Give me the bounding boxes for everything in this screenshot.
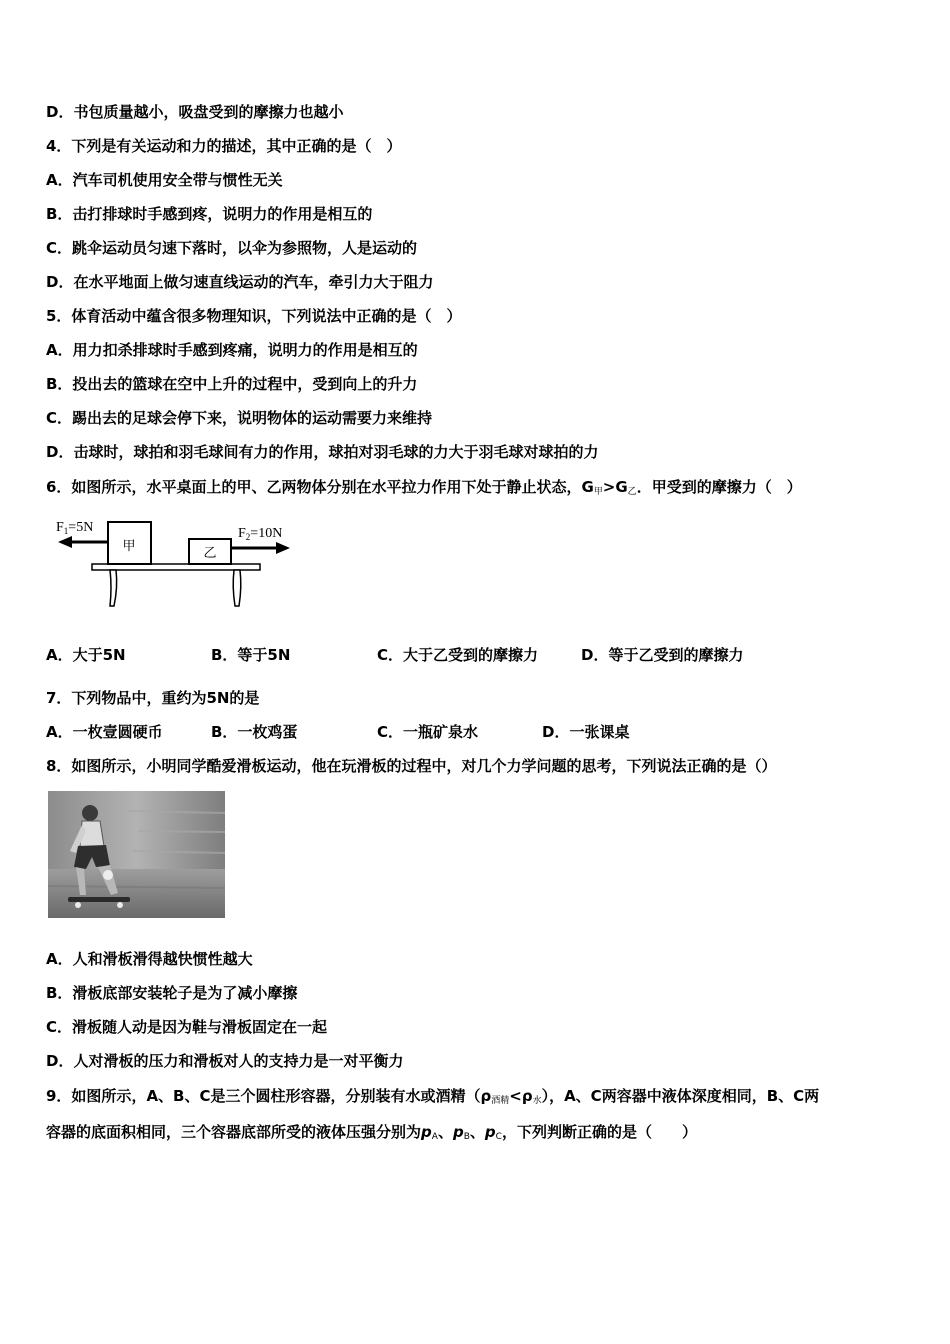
q9-sep1: 、 (437, 1123, 453, 1141)
q8-option-c: C．滑板随人动是因为鞋与滑板固定在一起 (46, 1018, 328, 1036)
q9-sep2: 、 (469, 1123, 485, 1141)
table-leg-right (233, 570, 241, 606)
q3-option-d: D．书包质量越小，吸盘受到的摩擦力也越小 (46, 103, 344, 121)
q9-l1-mid: <ρ (509, 1087, 533, 1105)
q6-option-a: A．大于5N (46, 646, 126, 664)
skateboarder-photo (48, 791, 225, 918)
q9-sub-water: 水 (532, 1096, 542, 1106)
skateboarder-illustration (48, 791, 225, 918)
block-jia-label: 甲 (122, 539, 136, 554)
q9-pc: p (484, 1123, 496, 1141)
skater-head (82, 805, 98, 821)
q9-l1-pre: 9．如图所示，A、B、C是三个圆柱形容器，分别装有水或酒精（ρ (46, 1087, 492, 1105)
f1-letter: F (56, 520, 64, 535)
q4-option-d: D．在水平地面上做匀速直线运动的汽车，牵引力大于阻力 (46, 273, 434, 291)
q6-stem-pre: 6．如图所示，水平桌面上的甲、乙两物体分别在水平拉力作用下处于静止状态，G (46, 478, 594, 496)
q7-option-b: B．一枚鸡蛋 (211, 723, 298, 741)
f2-arrow-head (276, 542, 290, 554)
q9-pa: p (421, 1123, 432, 1141)
q6-option-d: D．等于乙受到的摩擦力 (581, 646, 744, 664)
q8-option-a: A．人和滑板滑得越快惯性越大 (46, 950, 253, 968)
q5-stem: 5．体育活动中蕴含很多物理知识，下列说法中正确的是（ ） (46, 307, 462, 325)
f2-letter: F (238, 526, 246, 541)
f1-value: =5N (68, 520, 94, 535)
q7-option-a: A．一枚壹圆硬币 (46, 723, 163, 741)
f2-label (238, 526, 282, 542)
block-yi-label: 乙 (203, 546, 217, 561)
q4-option-a: A．汽车司机使用安全带与惯性无关 (46, 171, 283, 189)
q6-stem (46, 477, 802, 502)
q9-pa-sub: A (431, 1132, 438, 1142)
skateboard-wheel-front (75, 902, 81, 908)
skater-knee-pad (103, 870, 113, 880)
q7-stem: 7．下列物品中，重约为5N的是 (46, 689, 260, 707)
table-leg-left (110, 570, 117, 606)
q5-option-a: A．用力扣杀排球时手感到疼痛，说明力的作用是相互的 (46, 341, 418, 359)
skateboard-wheel-back (117, 902, 123, 908)
q9-line-2 (46, 1122, 697, 1147)
q7-option-c: C．一瓶矿泉水 (377, 723, 479, 741)
q9-sub-alcohol: 酒精 (491, 1096, 510, 1106)
f1-arrow-head (58, 536, 72, 548)
q6-option-c: C．大于乙受到的摩擦力 (377, 646, 539, 664)
q9-pc-sub: C (495, 1132, 502, 1142)
q9-pb: p (452, 1123, 464, 1141)
q6-option-b: B．等于5N (211, 646, 291, 664)
q6-stem-post: ．甲受到的摩擦力（ ） (636, 478, 802, 496)
q7-option-d: D．一张课桌 (542, 723, 630, 741)
q4-option-b: B．击打排球时手感到疼，说明力的作用是相互的 (46, 205, 373, 223)
q9-l2-pre: 容器的底面积相同，三个容器底部所受的液体压强分别为 (46, 1123, 422, 1141)
f2-value: =10N (250, 526, 283, 541)
q8-option-b: B．滑板底部安装轮子是为了减小摩擦 (46, 984, 298, 1002)
q8-stem: 8．如图所示，小明同学酷爱滑板运动，他在玩滑板的过程中，对几个力学问题的思考，下列说法正确的是（） (46, 757, 777, 775)
q9-l1-post: ），A、C两容器中液体深度相同，B、C两 (541, 1087, 820, 1105)
q6-stem-mid: >G (602, 478, 628, 496)
q9-l2-post: ，下列判断正确的是（ ） (501, 1123, 697, 1141)
skateboard-deck (68, 897, 130, 902)
q5-option-c: C．踢出去的足球会停下来，说明物体的运动需要力来维持 (46, 409, 433, 427)
q5-option-d: D．击球时，球拍和羽毛球间有力的作用，球拍对羽毛球的力大于羽毛球对球拍的力 (46, 443, 599, 461)
q6-sub-jia: 甲 (593, 487, 603, 497)
q6-figure (52, 512, 302, 612)
q9-pb-sub: B (463, 1132, 470, 1142)
q5-option-b: B．投出去的篮球在空中上升的过程中，受到向上的升力 (46, 375, 418, 393)
q9-line-1 (46, 1086, 819, 1111)
photo-ground (48, 869, 225, 918)
q6-sub-yi: 乙 (627, 487, 637, 497)
f1-sub: 1 (63, 526, 69, 536)
f2-sub: 2 (245, 532, 251, 542)
q4-option-c: C．跳伞运动员匀速下落时，以伞为参照物，人是运动的 (46, 239, 418, 257)
q4-stem: 4．下列是有关运动和力的描述，其中正确的是（ ） (46, 137, 402, 155)
f1-label (56, 520, 93, 536)
q8-option-d: D．人对滑板的压力和滑板对人的支持力是一对平衡力 (46, 1052, 404, 1070)
